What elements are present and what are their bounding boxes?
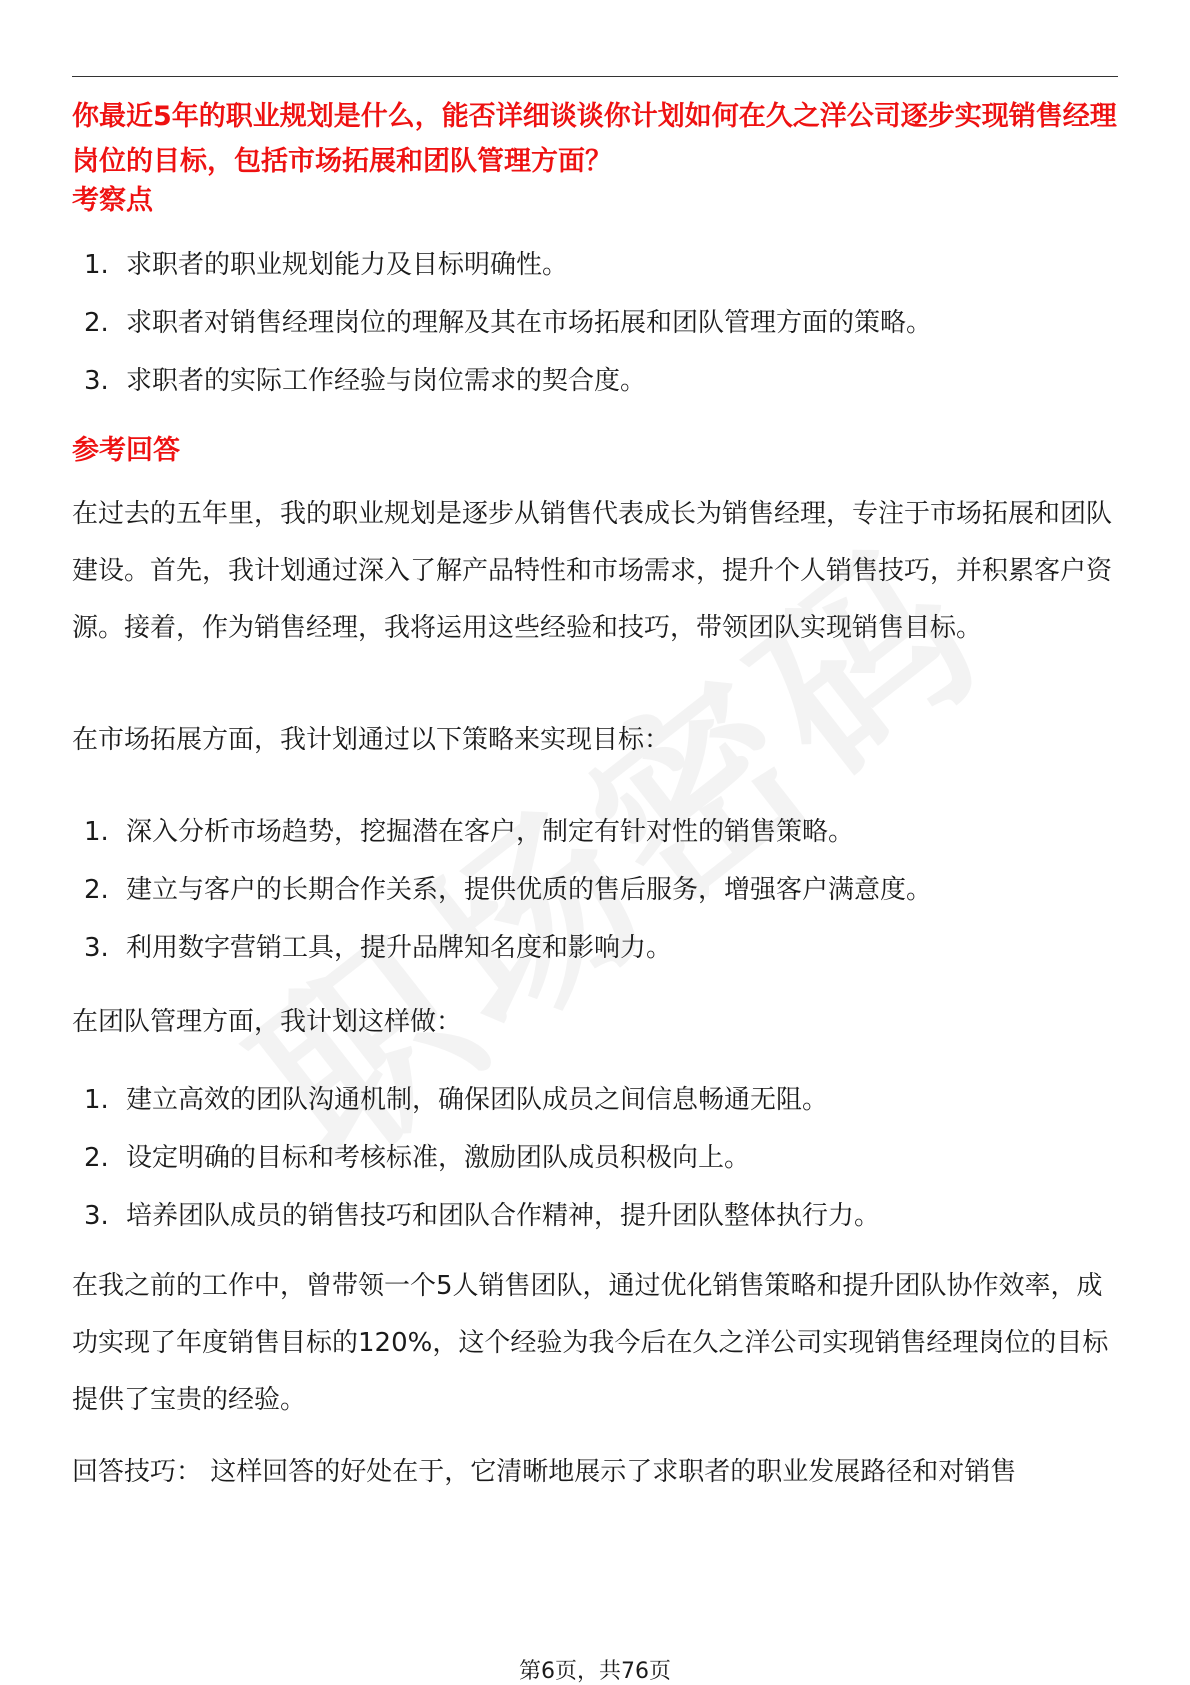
market-intro-paragraph: 在市场拓展方面，我计划通过以下策略来实现目标：: [72, 725, 671, 755]
page-footer: 第6页，共76页: [519, 1659, 671, 1684]
list-item: 3. 利用数字营销工具，提升品牌知名度和影响力。: [84, 933, 673, 963]
market-list: [84, 803, 932, 977]
list-item: 1. 深入分析市场趋势，挖掘潜在客户，制定有针对性的销售策略。: [84, 817, 855, 847]
list-item: 2. 建立与客户的长期合作关系，提供优质的售后服务，增强客户满意度。: [84, 875, 933, 905]
list-item: 2. 设定明确的目标和考核标准，激励团队成员积极向上。: [84, 1143, 751, 1173]
list-item: 1. 建立高效的团队沟通机制，确保团队成员之间信息畅通无阻。: [84, 1085, 829, 1115]
team-list: [84, 1071, 880, 1245]
experience-paragraph: 在我之前的工作中，曾带领一个5人销售团队，通过优化销售策略和提升团队协作效率，成功实现了年度销售目标的120%，这个经验为我今后在久之洋公司实现销售经理岗位的目标提供了宝贵的经验。: [72, 1271, 1109, 1415]
list-item: 1. 求职者的职业规划能力及目标明确性。: [84, 250, 569, 280]
list-item: 3. 培养团队成员的销售技巧和团队合作精神，提升团队整体执行力。: [84, 1201, 881, 1231]
top-divider: [72, 76, 1118, 77]
team-intro-paragraph: 在团队管理方面，我计划这样做：: [72, 1007, 463, 1037]
answer-heading: 参考回答: [72, 435, 180, 466]
question-title: 你最近5年的职业规划是什么，能否详细谈谈你计划如何在久之洋公司逐步实现销售经理岗位的目标，包括市场拓展和团队管理方面？: [72, 101, 1117, 177]
answer-intro-paragraph: 在过去的五年里，我的职业规划是逐步从销售代表成长为销售经理，专注于市场拓展和团队建设。首先，我计划通过深入了解产品特性和市场需求，提升个人销售技巧，并积累客户资源。接着，作为销售经理，我将运用这些经验和技巧，带领团队实现销售目标。: [72, 499, 1113, 643]
points-list: [84, 236, 932, 410]
tip-paragraph: 回答技巧： 这样回答的好处在于，它清晰地展示了求职者的职业发展路径和对销售: [72, 1457, 1017, 1487]
points-heading: 考察点: [72, 185, 153, 216]
list-item: 3. 求职者的实际工作经验与岗位需求的契合度。: [84, 366, 647, 396]
list-item: 2. 求职者对销售经理岗位的理解及其在市场拓展和团队管理方面的策略。: [84, 308, 933, 338]
